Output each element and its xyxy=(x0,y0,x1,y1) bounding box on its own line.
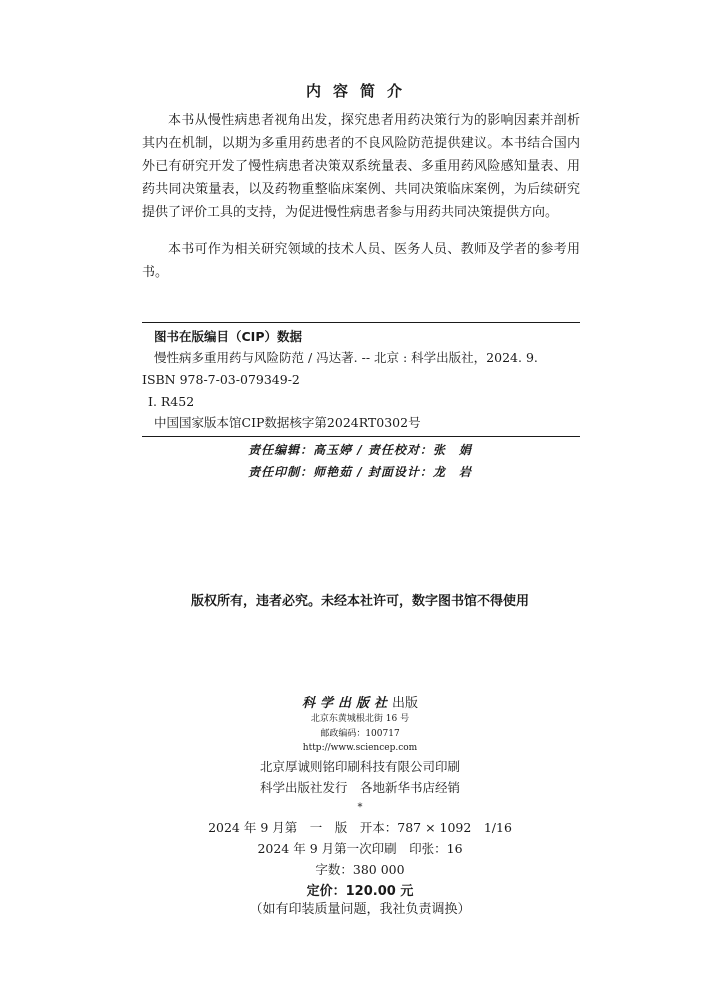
intro-paragraph-1: 本书从慢性病患者视角出发，探究患者用药决策行为的影响因素并剖析其内在机制，以期为多重用药患者的不良风险防范提供建议。本书结合国内外已有研究开发了慢性病患者决策双系统量表、多重用药风险感知量表、用药共同决策量表，以及药物重整临床案例、共同决策临床案例，为后续研究提供了评价工具的支持，为促进慢性病患者参与用药共同决策提供方向。 xyxy=(142,113,580,220)
publisher-line xyxy=(0,692,720,711)
distribution-line: 科学出版社发行 各地新华书店经销 xyxy=(259,780,460,795)
production-credits: 责任印制：师艳茹 / 封面设计：龙 岩 xyxy=(248,465,472,479)
cip-heading: 图书在版编目（CIP）数据 xyxy=(154,329,302,344)
editor-credits: 责任编辑：高玉婷 / 责任校对：张 娟 xyxy=(248,443,472,457)
cip-top-rule xyxy=(142,322,580,323)
separator-asterisk: * xyxy=(357,802,363,813)
publisher-website: http://www.sciencep.com xyxy=(302,743,418,753)
cip-title-line: 慢性病多重用药与风险防范 / 冯达著. -- 北京 : 科学出版社，2024. 9. xyxy=(154,350,538,365)
quality-notice: （如有印装质量问题，我社负责调换） xyxy=(249,902,471,917)
cip-classification: Ⅰ. R452 xyxy=(148,394,195,409)
word-count: 字数：380 000 xyxy=(315,862,405,877)
edition-line: 2024 年 9 月第 一 版 开本：787 × 1092 1/16 xyxy=(208,820,512,835)
intro-paragraph-2: 本书可作为相关研究领域的技术人员、医务人员、教师及学者的参考用书。 xyxy=(142,242,580,280)
cip-isbn: ISBN 978-7-03-079349-2 xyxy=(142,372,300,387)
copyright-notice: 版权所有，违者必究。未经本社许可，数字图书馆不得使用 xyxy=(190,594,529,609)
price: 定价：120.00 元 xyxy=(306,884,414,899)
publisher-logo: 科学出版社 xyxy=(301,696,392,711)
cip-record-number: 中国国家版本馆CIP数据核字第2024RT0302号 xyxy=(154,415,421,430)
printer-line: 北京厚诚则铭印刷科技有限公司印刷 xyxy=(259,759,460,774)
publisher-postcode: 邮政编码：100717 xyxy=(320,729,400,739)
publisher-address: 北京东黄城根北街 16 号 xyxy=(310,714,410,724)
intro-title: 内容简介 xyxy=(305,82,414,100)
cip-bottom-rule xyxy=(142,436,580,437)
publisher-suffix: 出版 xyxy=(392,696,419,711)
printing-line: 2024 年 9 月第一次印刷 印张：16 xyxy=(257,841,463,856)
